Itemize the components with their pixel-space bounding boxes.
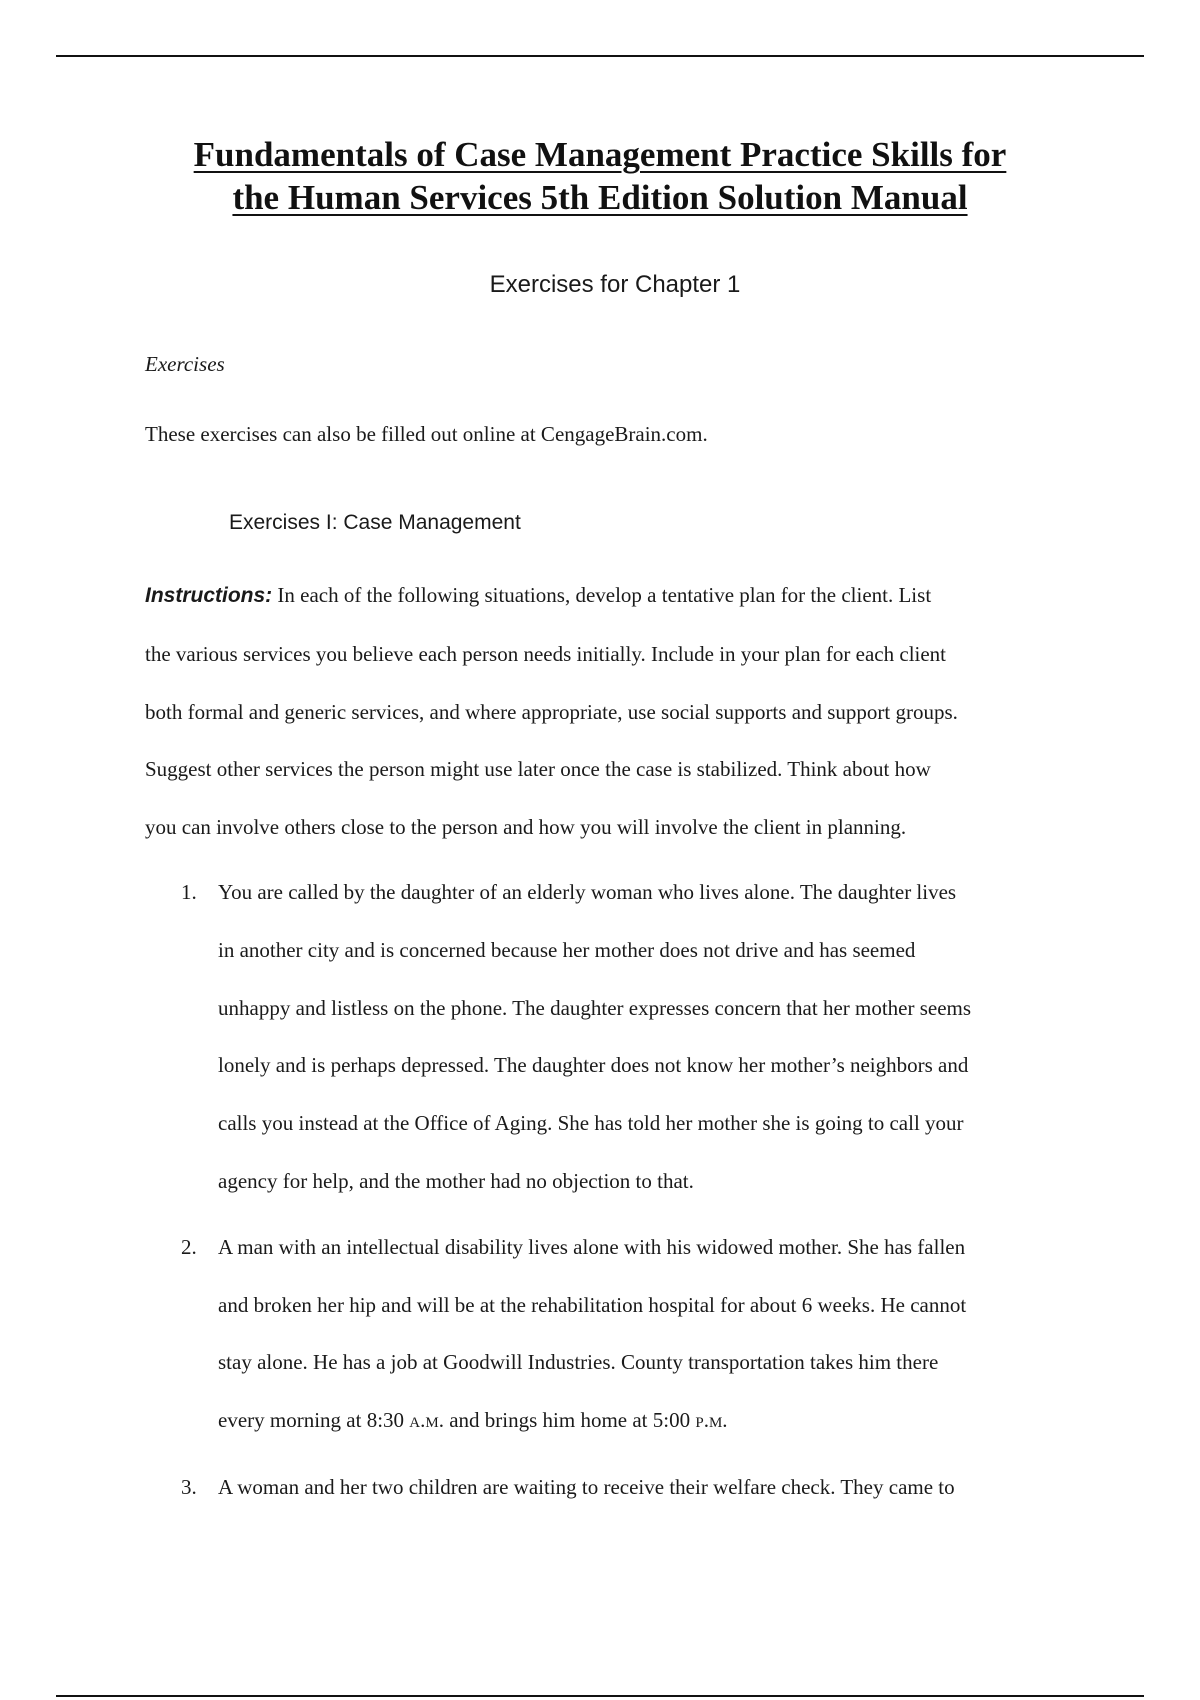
time-suffix: p.m.: [695, 1408, 728, 1432]
instructions-label: Instructions:: [145, 584, 273, 607]
document-title: [100, 133, 1100, 219]
list-item-number: 2.: [181, 1235, 197, 1259]
list-item-line: A woman and her two children are waiting to receive their welfare check. They came to: [218, 1475, 955, 1499]
list-item-number: 1.: [181, 880, 197, 904]
list-item-line: and broken her hip and will be at the rehabilitation hospital for about 6 weeks. He cannot: [218, 1293, 967, 1317]
list-item-number: 3.: [181, 1475, 197, 1499]
time-text: and brings him home at 5:00: [443, 1408, 696, 1432]
instructions-line-5: you can involve others close to the person and how you will involve the client in planning.: [145, 815, 907, 839]
instructions-text: In each of the following situations, develop a tentative plan for the client. List: [272, 583, 932, 607]
instructions-line-3: both formal and generic services, and where appropriate, use social supports and support groups.: [145, 700, 958, 724]
list-item-line: stay alone. He has a job at Goodwill Industries. County transportation takes him there: [218, 1350, 939, 1374]
bottom-rule: [56, 1695, 1144, 1697]
list-item-line: unhappy and listless on the phone. The daughter expresses concern that her mother seems: [218, 996, 972, 1020]
list-item-line: calls you instead at the Office of Aging. She has told her mother she is going to call your: [218, 1111, 964, 1135]
title-line-1: Fundamentals of Case Management Practice Skills for: [193, 135, 1007, 174]
time-suffix: a.m.: [409, 1408, 444, 1432]
online-note: These exercises can also be filled out online at CengageBrain.com.: [145, 422, 708, 446]
list-item-line: in another city and is concerned because her mother does not drive and has seemed: [218, 938, 916, 962]
top-rule: [56, 55, 1144, 57]
list-item-line: agency for help, and the mother had no objection to that.: [218, 1169, 694, 1193]
instructions-line-2: the various services you believe each person needs initially. Include in your plan for each client: [145, 642, 947, 666]
list-item-line: You are called by the daughter of an elderly woman who lives alone. The daughter lives: [218, 880, 957, 904]
instructions-line-4: Suggest other services the person might use later once the case is stabilized. Think about how: [145, 757, 931, 781]
section-heading: Exercises I: Case Management: [229, 511, 521, 534]
list-item-line: A man with an intellectual disability lives alone with his widowed mother. She has fallen: [218, 1235, 966, 1259]
chapter-heading: Exercises for Chapter 1: [489, 271, 741, 298]
time-text: every morning at 8:30: [218, 1408, 410, 1432]
title-line-2: the Human Services 5th Edition Solution Manual: [232, 178, 968, 217]
list-item-line: lonely and is perhaps depressed. The daughter does not know her mother’s neighbors and: [218, 1053, 969, 1077]
exercises-label: Exercises: [145, 352, 225, 376]
instructions-line-1: [145, 582, 931, 609]
list-item-line: [218, 1407, 728, 1433]
